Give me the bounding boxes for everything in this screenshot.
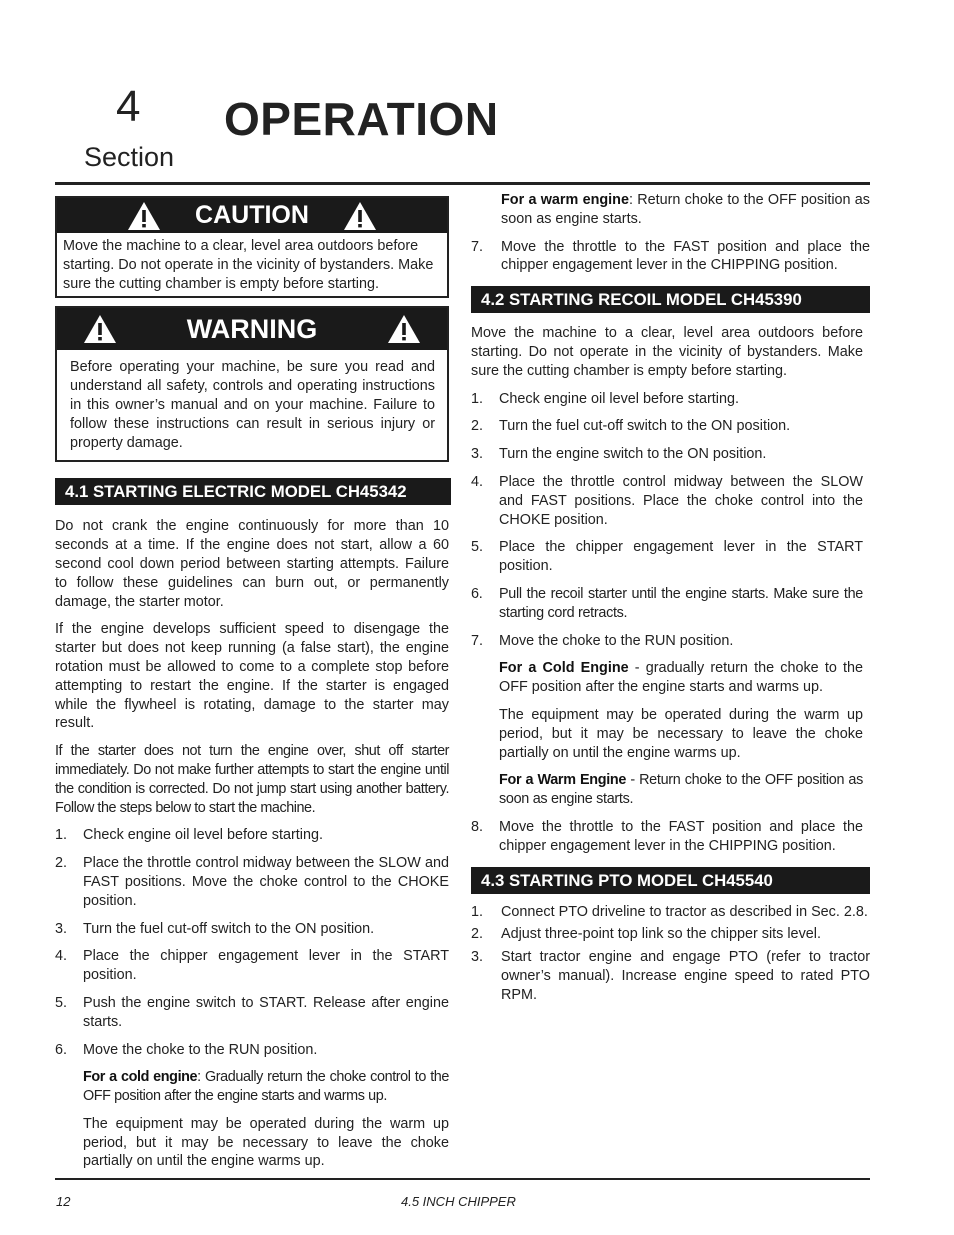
- step-text: Turn the engine switch to the ON position.: [499, 446, 767, 463]
- list-item: [471, 417, 863, 436]
- warm-engine-text: : Return choke to the OFF position as soon as engine starts.: [501, 192, 870, 227]
- cold-engine-text: : Gradually return the choke control to the OFF position after the engine starts and warms up.: [83, 1069, 449, 1105]
- list-item: [471, 585, 863, 623]
- paragraph: Do not crank the engine continuously for more than 10 seconds at a time. If the engine does not start, allow a 60 second cool down period between starting attempts. Failure to follow these guidelines can burn out, or permanently damage, the starter motor.: [55, 518, 449, 610]
- list-item: [471, 903, 870, 922]
- section-heading-4-3: 4.3 STARTING PTO MODEL CH45540: [471, 867, 870, 894]
- warning-triangle-icon: [343, 201, 377, 231]
- section-heading-4-2: 4.2 STARTING RECOIL MODEL CH45390: [471, 286, 870, 313]
- list-item: [471, 818, 863, 856]
- step-number: 3.: [55, 920, 68, 937]
- top-divider: [55, 182, 870, 185]
- list-item: [471, 445, 863, 464]
- step-text: Turn the fuel cut-off switch to the ON position.: [499, 418, 791, 435]
- warning-triangle-icon: [83, 314, 117, 344]
- cold-engine-note: [83, 1068, 449, 1106]
- steps-list: [471, 238, 870, 276]
- caution-header: [57, 198, 447, 233]
- step-number: 2.: [471, 926, 484, 943]
- cold-engine-text: - gradually return the choke to the OFF position after the engine starts and warms up.: [499, 660, 864, 696]
- list-item: [55, 854, 449, 910]
- warm-engine-label: For a warm engine: [501, 192, 629, 208]
- list-item: [471, 925, 870, 944]
- list-item: [55, 920, 449, 939]
- footer-document-title: 4.5 INCH CHIPPER: [401, 1194, 516, 1209]
- caution-text: Move the machine to a clear, level area outdoors before starting. Do not operate in the vicinity of bystanders. Make sure the cutting chamber is empty before starting.: [63, 238, 434, 292]
- warning-box: [55, 306, 449, 462]
- warm-engine-note: [501, 191, 870, 229]
- caution-label: CAUTION: [195, 201, 309, 229]
- step-text: Push the engine switch to START. Release after engine starts.: [83, 994, 449, 1030]
- steps-list: [471, 818, 863, 856]
- list-item: [55, 826, 449, 845]
- step-number: 1.: [471, 390, 484, 407]
- list-item: [471, 390, 863, 409]
- step-text: Start tractor engine and engage PTO (refer to tractor owner’s manual). Increase engine speed to rated PTO RPM.: [501, 949, 870, 1003]
- step-text: Move the choke to the RUN position.: [499, 632, 734, 649]
- warning-triangle-icon: [127, 201, 161, 231]
- list-item: [471, 238, 870, 276]
- cold-engine-label: For a Cold Engine: [499, 660, 629, 677]
- step-number: 6.: [55, 1041, 68, 1058]
- step-text: Place the throttle control midway between the SLOW and FAST positions. Move the choke control to the CHOKE position.: [83, 855, 449, 909]
- warm-up-note: The equipment may be operated during the warm up period, but it may be necessary to leave the choke partially on until the engine warms up.: [499, 706, 863, 761]
- step-text: Connect PTO driveline to tractor as described in Sec. 2.8.: [501, 903, 868, 920]
- step-number: 2.: [55, 855, 68, 872]
- steps-list: [471, 390, 863, 651]
- steps-list: [55, 826, 449, 1059]
- left-column: [55, 196, 449, 1171]
- step-text: Move the choke to the RUN position.: [83, 1041, 318, 1058]
- list-item: [471, 632, 863, 651]
- step-text: Place the chipper engagement lever in the START position.: [83, 948, 449, 984]
- step-number: 4.: [55, 948, 68, 965]
- step-number: 8.: [471, 818, 484, 835]
- section-label: Section: [84, 142, 175, 172]
- section-number: 4: [116, 82, 141, 131]
- warning-label: WARNING: [186, 313, 318, 344]
- list-item: [55, 1041, 449, 1060]
- step-number: 1.: [471, 903, 484, 920]
- cold-engine-label: For a cold engine: [83, 1069, 198, 1086]
- list-item: [471, 473, 863, 529]
- step-number: 7.: [471, 238, 484, 255]
- step-text: Check engine oil level before starting.: [499, 390, 739, 407]
- page-number: 12: [56, 1194, 71, 1209]
- step-number: 5.: [55, 994, 68, 1011]
- list-item: [471, 538, 863, 576]
- step-number: 4.: [471, 473, 484, 490]
- step-number: 6.: [471, 585, 483, 602]
- page-title: OPERATION: [224, 93, 499, 145]
- step-number: 2.: [471, 418, 484, 435]
- caution-box: [55, 196, 449, 298]
- paragraph: If the starter does not turn the engine over, shut off starter immediately. Do not make further attempts to start the engine until the condition is corrected. Do not jump start using another battery. Follow the steps below to start the machine.: [55, 743, 449, 816]
- warning-text: Before operating your machine, be sure you read and understand all safety, controls and operating instructions in this owner’s manual and on your machine. Failure to follow these instructions can result in serious injury or property damage.: [70, 359, 435, 451]
- warning-header: [57, 308, 447, 350]
- paragraph: Move the machine to a clear, level area outdoors before starting. Do not operate in the vicinity of bystanders. Make sure the cutting chamber is empty before starting.: [471, 325, 863, 379]
- step-text: Check engine oil level before starting.: [83, 827, 323, 844]
- step-text: Move the throttle to the FAST position and place the chipper engagement lever in the CHIPPING position.: [501, 238, 870, 274]
- warm-engine-note: [499, 771, 863, 809]
- right-column: [471, 191, 870, 1005]
- step-text: Place the chipper engagement lever in the START position.: [499, 539, 863, 575]
- step-number: 5.: [471, 539, 484, 556]
- warning-triangle-icon: [387, 314, 421, 344]
- step-text: Move the throttle to the FAST position and place the chipper engagement lever in the CHIPPING position.: [499, 818, 863, 854]
- step-number: 3.: [471, 446, 484, 463]
- bottom-divider: [55, 1178, 870, 1180]
- list-item: [471, 948, 870, 1004]
- step-number: 7.: [471, 632, 484, 649]
- list-item: [55, 947, 449, 985]
- warm-engine-text: - Return choke to the OFF position as soon as engine starts.: [499, 772, 863, 808]
- cold-engine-note: [499, 659, 863, 697]
- step-number: 1.: [55, 827, 68, 844]
- step-text: Adjust three-point top link so the chipper sits level.: [501, 926, 821, 943]
- step-text: Turn the fuel cut-off switch to the ON position.: [83, 920, 375, 937]
- warm-engine-label: For a Warm Engine: [499, 772, 627, 789]
- step-text: Pull the recoil starter until the engine starts. Make sure the starting cord retracts.: [499, 585, 863, 621]
- list-item: [55, 994, 449, 1032]
- step-text: Place the throttle control midway between the SLOW and FAST positions. Place the choke control into the CHOKE position.: [499, 473, 863, 528]
- paragraph: If the engine develops sufficient speed to disengage the starter but does not keep running (a false start), the engine rotation must be allowed to come to a complete stop before attempting to restart the engine. If the starter is engaged while the flywheel is rotating, damage to the starter may result.: [55, 621, 449, 732]
- warm-up-note: The equipment may be operated during the warm up period, but it may be necessary to leave the choke partially on until the engine warms up.: [83, 1115, 449, 1170]
- steps-list: [471, 903, 870, 1005]
- step-number: 3.: [471, 949, 484, 966]
- section-heading-4-1: 4.1 STARTING ELECTRIC MODEL CH45342: [55, 478, 451, 505]
